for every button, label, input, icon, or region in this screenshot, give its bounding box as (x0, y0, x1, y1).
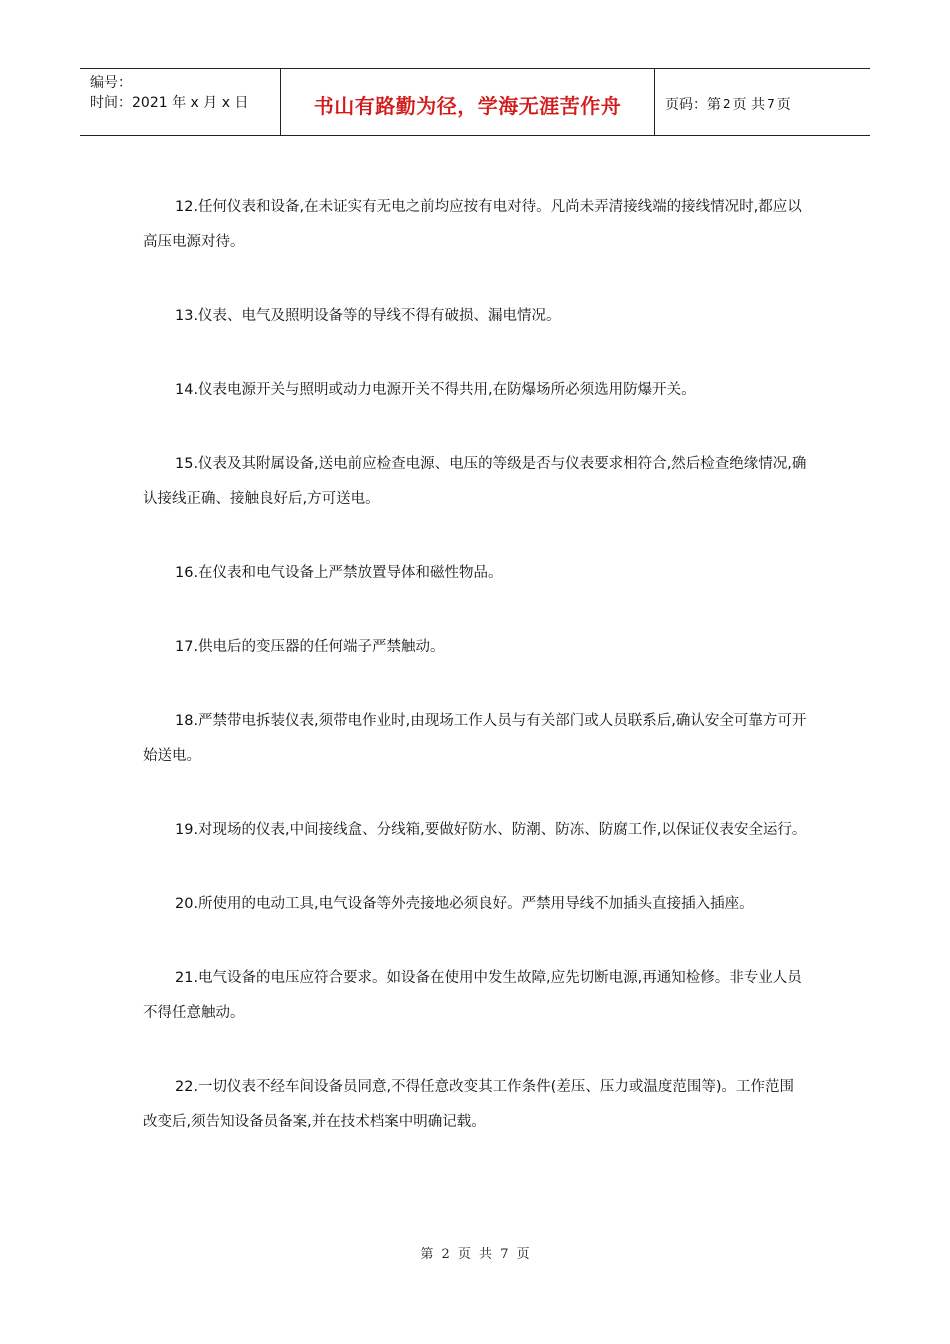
paragraph-22: 22.一切仪表不经车间设备员同意,不得任意改变其工作条件(差压、压力或温度范围等)。工作范围改变后,须告知设备员备案,并在技术档案中明确记载。 (143, 1079, 794, 1130)
paragraph-18: 18.严禁带电拆装仪表,须带电作业时,由现场工作人员与有关部门或人员联系后,确认安全可靠方可开始送电。 (143, 713, 807, 764)
page-prefix: 页码：第 (665, 97, 721, 113)
paragraph-12: 12.任何仪表和设备,在未证实有无电之前均应按有电对待。凡尚未弄清接线端的接线情况时,都应以高压电源对待。 (143, 199, 802, 250)
paragraph-17: 17.供电后的变压器的任何端子严禁触动。 (175, 639, 445, 655)
header-page-number (655, 69, 870, 135)
paragraph-13: 13.仪表、电气及照明设备等的导线不得有破损、漏电情况。 (175, 308, 561, 324)
page-mid: 页 共 (732, 97, 766, 113)
paragraph-14: 14.仪表电源开关与照明或动力电源开关不得共用,在防爆场所必须选用防爆开关。 (175, 382, 696, 398)
paragraph-21: 21.电气设备的电压应符合要求。如设备在使用中发生故障,应先切断电源,再通知检修。非专业人员不得任意触动。 (143, 970, 802, 1021)
paragraph-20: 20.所使用的电动工具,电气设备等外壳接地必须良好。严禁用导线不加插头直接插入插座。 (175, 896, 754, 912)
header-meta (80, 69, 281, 135)
serial-number-label: 编号： (90, 75, 132, 91)
paragraph-15: 15.仪表及其附属设备,送电前应检查电源、电压的等级是否与仪表要求相符合,然后检查绝缘情况,确认接线正确、接触良好后,方可送电。 (143, 456, 807, 507)
page-suffix: 页 (776, 97, 791, 113)
document-body (143, 190, 808, 1179)
page-total: 7 (767, 97, 775, 111)
header-motto: 书山有路勤为径，学海无涯苦作舟 (281, 69, 655, 135)
page-footer: 第 2 页 共 7 页 (420, 1247, 530, 1262)
document-header (80, 68, 870, 136)
time-label: 时间：2021 年 x 月 x 日 (90, 95, 249, 111)
page-current: 2 (723, 97, 731, 111)
paragraph-19: 19.对现场的仪表,中间接线盒、分线箱,要做好防水、防潮、防冻、防腐工作,以保证仪表安全运行。 (175, 822, 807, 838)
paragraph-16: 16.在仪表和电气设备上严禁放置导体和磁性物品。 (175, 565, 503, 581)
